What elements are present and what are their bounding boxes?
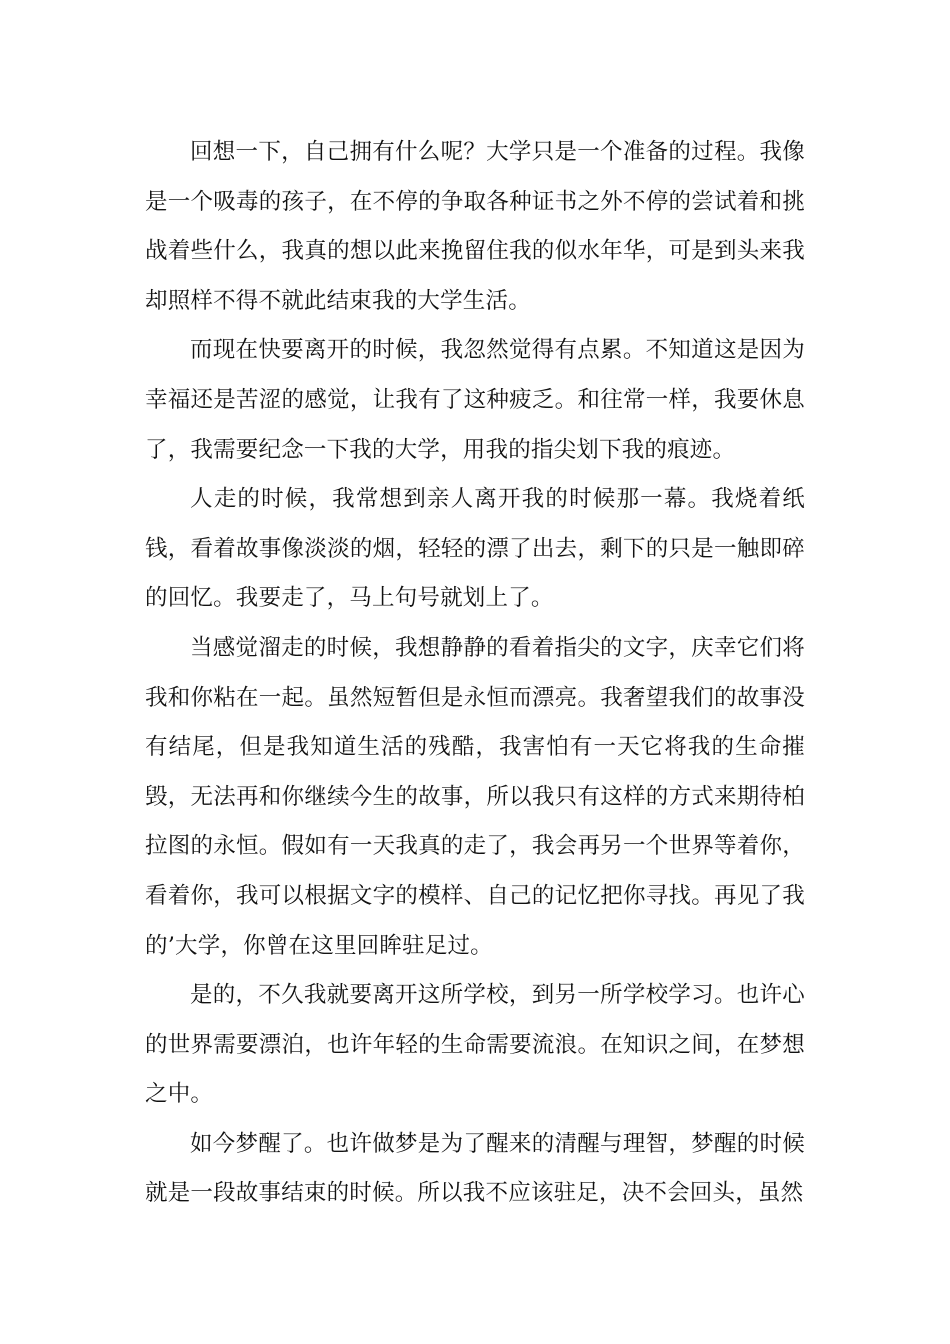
paragraph-1: 回想一下，自己拥有什么呢？大学只是一个准备的过程。我像是一个吸毒的孩子，在不停的争取各种证书之外不停的尝试着和挑战着些什么，我真的想以此来挽留住我的似水年华，可是到头来我却照样不得不就此结束我的大学生活。 bbox=[145, 139, 805, 314]
paragraph-3: 人走的时候，我常想到亲人离开我的时候那一幕。我烧着纸钱，看着故事像淡淡的烟，轻轻的漂了出去，剩下的只是一触即碎的回忆。我要走了，马上句号就划上了。 bbox=[145, 486, 805, 612]
paragraph-2: 而现在快要离开的时候，我忽然觉得有点累。不知道这是因为幸福还是苦涩的感觉，让我有了这种疲乏。和往常一样，我要休息了，我需要纪念一下我的大学，用我的指尖划下我的痕迹。 bbox=[145, 337, 805, 463]
paragraph-4: 当感觉溜走的时候，我想静静的看着指尖的文字，庆幸它们将我和你粘在一起。虽然短暂但是永恒而漂亮。我奢望我们的故事没有结尾，但是我知道生活的残酷，我害怕有一天它将我的生命摧毁，无法再和你继续今生的故事，所以我只有这样的方式来期待柏拉图的永恒。假如有一天我真的走了，我会再另一个世界等着你，看着你，我可以根据文字的模样、自己的记忆把你寻找。再见了我的’大学，你曾在这里回眸驻足过。 bbox=[145, 634, 805, 959]
document-body bbox=[145, 128, 805, 1219]
paragraph-6: 如今梦醒了。也许做梦是为了醒来的清醒与理智，梦醒的时候就是一段故事结束的时候。所以我不应该驻足，决不会回头，虽然 bbox=[145, 1130, 805, 1207]
paragraph-5: 是的，不久我就要离开这所学校，到另一所学校学习。也许心的世界需要漂泊，也许年轻的生命需要流浪。在知识之间，在梦想之中。 bbox=[145, 982, 805, 1108]
